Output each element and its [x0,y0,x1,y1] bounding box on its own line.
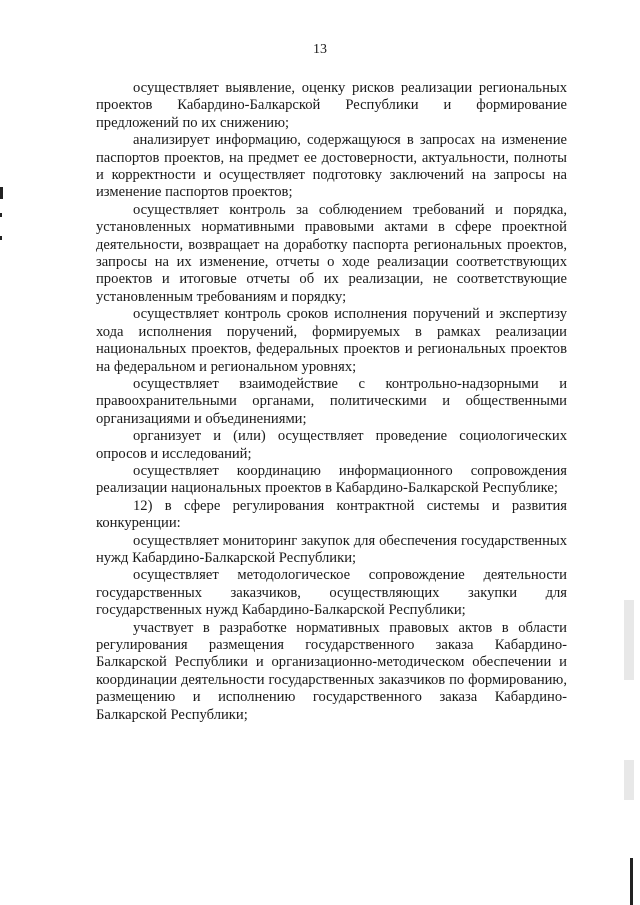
paragraph-passport-analysis: анализирует информацию, содержащуюся в запросах на изменение паспортов проектов, на предмет ее достоверности, актуальности, полноты и корректности и осуществляет подготовку заключений на запросы на изменение паспортов проектов; [96,132,567,201]
scan-mark-left-top [0,187,3,199]
paragraph-deadline-control: осуществляет контроль сроков исполнения поручений и экспертизу хода исполнения поручений, формируемых в рамках реализации национальных проектов, федеральных проектов и региональных проектов на федеральном и региональном уровнях; [96,306,567,375]
scan-edge-right-lower [624,760,634,800]
paragraph-info-coordination: осуществляет координацию информационного сопровождения реализации национальных проектов в Кабардино-Балкарской Республике; [96,462,567,497]
scan-mark-left-mid [0,213,2,217]
paragraph-sociological-surveys: организует и (или) осуществляет проведение социологических опросов и исследований; [96,428,567,462]
paragraph-regulation-participation: участвует в разработке нормативных правовых актов в области регулирования размещения государственного заказа Кабардино-Балкарской Республики и организационно-методическом обеспечении и координации деятельности государственных заказчиков по формированию, размещению и исполнению государственного заказа Кабардино-Балкарской Республики; [96,619,567,723]
paragraph-procurement-monitoring: осуществляет мониторинг закупок для обеспечения государственных нужд Кабардино-Балкарской Республики; [96,532,567,566]
page-number: 13 [313,42,327,57]
scan-mark-left-low [0,236,2,240]
paragraph-methodological-support: осуществляет методологическое сопровождение деятельности государственных заказчиков, осуществляющих закупки для государственных нужд Кабардино-Балкарской Республики; [96,567,567,619]
scan-mark-right-bottom [630,858,633,905]
document-body [96,80,567,724]
paragraph-section-12-heading: 12) в сфере регулирования контрактной системы и развития конкуренции: [96,497,567,532]
paragraph-risk-assessment: осуществляет выявление, оценку рисков реализации региональных проектов Кабардино-Балкарской Республики и формирование предложений по их снижению; [96,80,567,131]
paragraph-requirements-control: осуществляет контроль за соблюдением требований и порядка, установленных нормативными правовыми актами в сфере проектной деятельности, возвращает на доработку паспорта региональных проектов, запросы на их изменение, отчеты о ходе реализации соответствующих проектов и итоговые отчеты об их реализации, не соответствующие установленным требованиям и порядку; [96,201,567,305]
paragraph-interaction: осуществляет взаимодействие с контрольно-надзорными и правоохранительными органами, политическими и общественными организациями и объединениями; [96,375,567,427]
scan-edge-right-upper [624,600,634,680]
